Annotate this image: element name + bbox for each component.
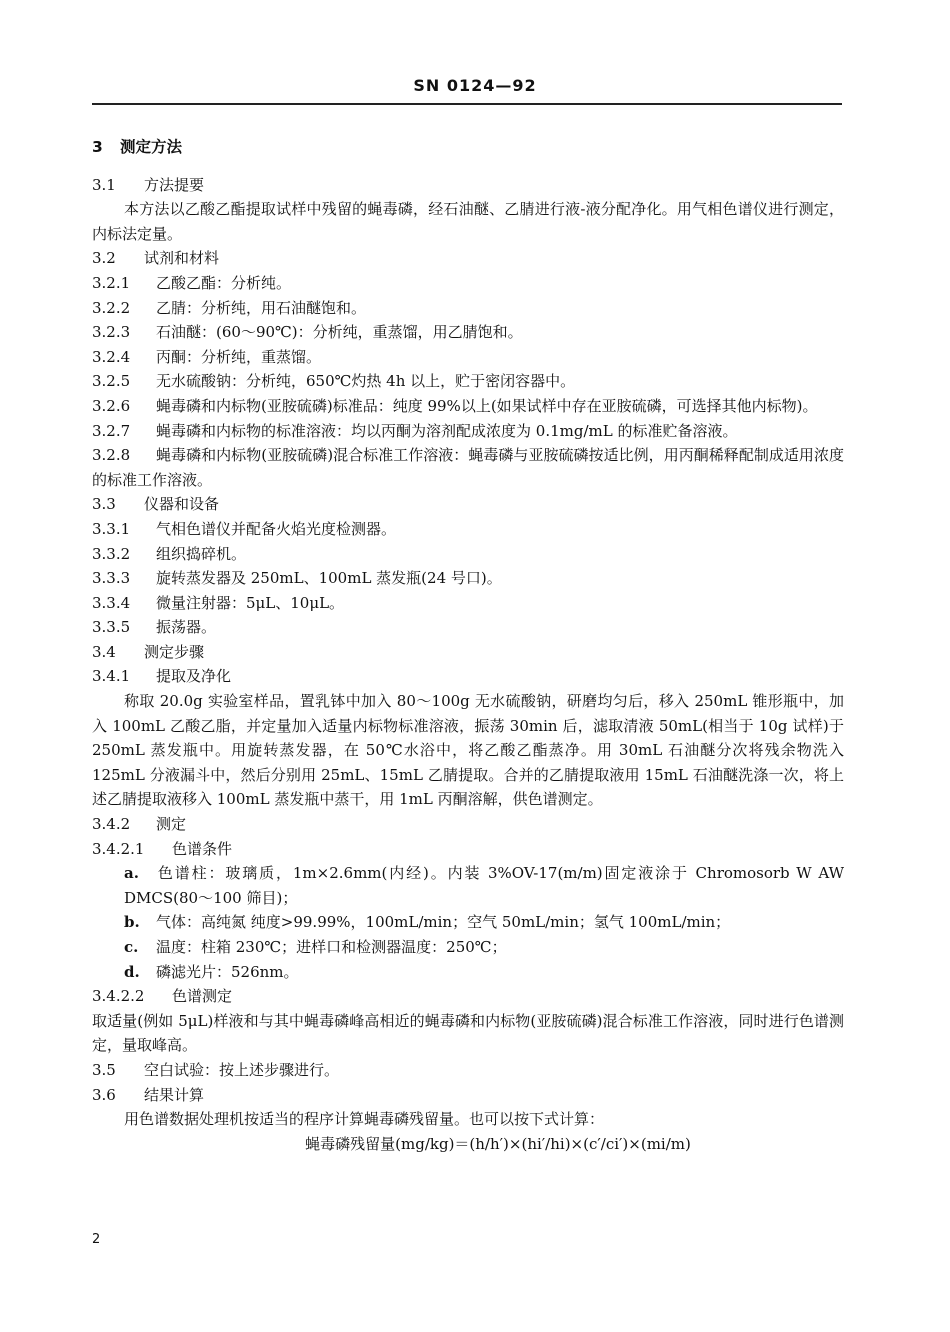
- heading-3-6: 3.6 结果计算: [92, 1085, 205, 1104]
- item-3-3-3: 3.3.3 旋转蒸发器及 250mL、100mL 蒸发瓶(24 号口)。: [92, 569, 502, 588]
- header-rule: [92, 103, 842, 105]
- calculation-formula: 蝇毒磷残留量(mg/kg)＝(h/h′)×(hi′/hi)×(c′/ci′)×(mi/m): [305, 1134, 691, 1153]
- item-3-2-4: 3.2.4 丙酮：分析纯，重蒸馏。: [92, 347, 322, 366]
- condition-item-d: d. 磷滤光片：526nm。: [124, 962, 299, 981]
- item-3-2-1: 3.2.1 乙酸乙酯：分析纯。: [92, 273, 292, 292]
- paragraph-3-4-1: 称取 20.0g 实验室样品，置乳钵中加入 80～100g 无水硫酸钠，研磨均匀后，移入 250mL 锥形瓶中，加入 100mL 乙酸乙脂，并定量加入适量内标物标准溶液，振荡 30min 后，滤取清液 50mL(相当于 10g 试样)于 250mL 蒸发瓶中。用旋转蒸发器，在 50℃水浴中，将乙酸乙酯蒸净。用 30mL 石油醚分次将残余物洗入 125mL 分液漏斗中，然后分别用 25mL、15mL 乙腈提取。合并的乙腈提取液用 15mL 石油醚洗涤一次，将上述乙腈提取液移入 100mL 蒸发瓶中蒸干，用 1mL 丙酮溶解，供色谱测定。: [92, 692, 844, 809]
- item-3-2-6: 3.2.6 蝇毒磷和内标物(亚胺硫磷)标准品：纯度 99%以上(如果试样中存在亚胺硫磷，可选择其他内标物)。: [92, 396, 818, 415]
- condition-item-c: c. 温度：柱箱 230℃；进样口和检测器温度：250℃；: [124, 938, 507, 956]
- heading-3-4: 3.4 测定步骤: [92, 642, 205, 661]
- item-3-3-5: 3.3.5 振荡器。: [92, 618, 217, 637]
- paragraph-3-6: 用色谱数据处理机按适当的程序计算蝇毒磷残留量。也可以按下式计算：: [124, 1110, 605, 1129]
- item-3-2-8: 3.2.8 蝇毒磷和内标物(亚胺硫磷)混合标准工作溶液：蝇毒磷与亚胺硫磷按适比例，用丙酮稀释配制成适用浓度的标准工作溶液。: [92, 446, 844, 489]
- item-3-2-7: 3.2.7 蝇毒磷和内标物的标准溶液：均以丙酮为溶剂配成浓度为 0.1mg/mL 的标准贮备溶液。: [92, 421, 738, 440]
- paragraph-3-4-2-2: 取适量(例如 5μL)样液和与其中蝇毒磷峰高相近的蝇毒磷和内标物(亚胺硫磷)混合标准工作溶液，同时进行色谱测定，量取峰高。: [92, 1011, 844, 1055]
- paragraph-3-1: 本方法以乙酸乙酯提取试样中残留的蝇毒磷，经石油醚、乙腈进行液-液分配净化。用气相色谱仪进行测定，内标法定量。: [92, 200, 844, 243]
- heading-3-4-2-1: 3.4.2.1 色谱条件: [92, 839, 233, 858]
- condition-item-b: b. 气体：高纯氮 纯度>99.99%，100mL/min；空气 50mL/min；氢气 100mL/min；: [124, 913, 731, 932]
- heading-3-4-2-2: 3.4.2.2 色谱测定: [92, 987, 233, 1006]
- item-3-2-2: 3.2.2 乙腈：分析纯，用石油醚饱和。: [92, 298, 367, 317]
- heading-3-4-1: 3.4.1 提取及净化: [92, 667, 232, 686]
- item-3-2-5: 3.2.5 无水硫酸钠：分析纯，650℃灼热 4h 以上，贮于密闭容器中。: [92, 372, 576, 391]
- heading-3-2: 3.2 试剂和材料: [92, 249, 220, 268]
- heading-3-4-2: 3.4.2 测定: [92, 815, 187, 834]
- page-number: 2: [92, 1232, 101, 1247]
- condition-item-a: a. 色谱柱：玻璃质，1m×2.6mm(内经)。内装 3%OV-17(m/m)固定液涂于 Chromosorb W AW DMCS(80～100 筛目)；: [124, 864, 844, 907]
- section-heading: 3 测定方法: [92, 138, 183, 156]
- document-body: [92, 135, 844, 1156]
- item-3-3-1: 3.3.1 气相色谱仪并配备火焰光度检测器。: [92, 519, 397, 538]
- document-code-header: SN 0124—92: [413, 76, 537, 95]
- item-3-5: 3.5 空白试验：按上述步骤进行。: [92, 1060, 340, 1079]
- heading-3-3: 3.3 仪器和设备: [92, 495, 220, 514]
- item-3-2-3: 3.2.3 石油醚：(60～90℃)：分析纯，重蒸馏，用乙腈饱和。: [92, 323, 523, 342]
- item-3-3-4: 3.3.4 微量注射器：5μL、10μL。: [92, 593, 345, 612]
- heading-3-1: 3.1 方法提要: [92, 175, 205, 194]
- item-3-3-2: 3.3.2 组织捣碎机。: [92, 544, 247, 563]
